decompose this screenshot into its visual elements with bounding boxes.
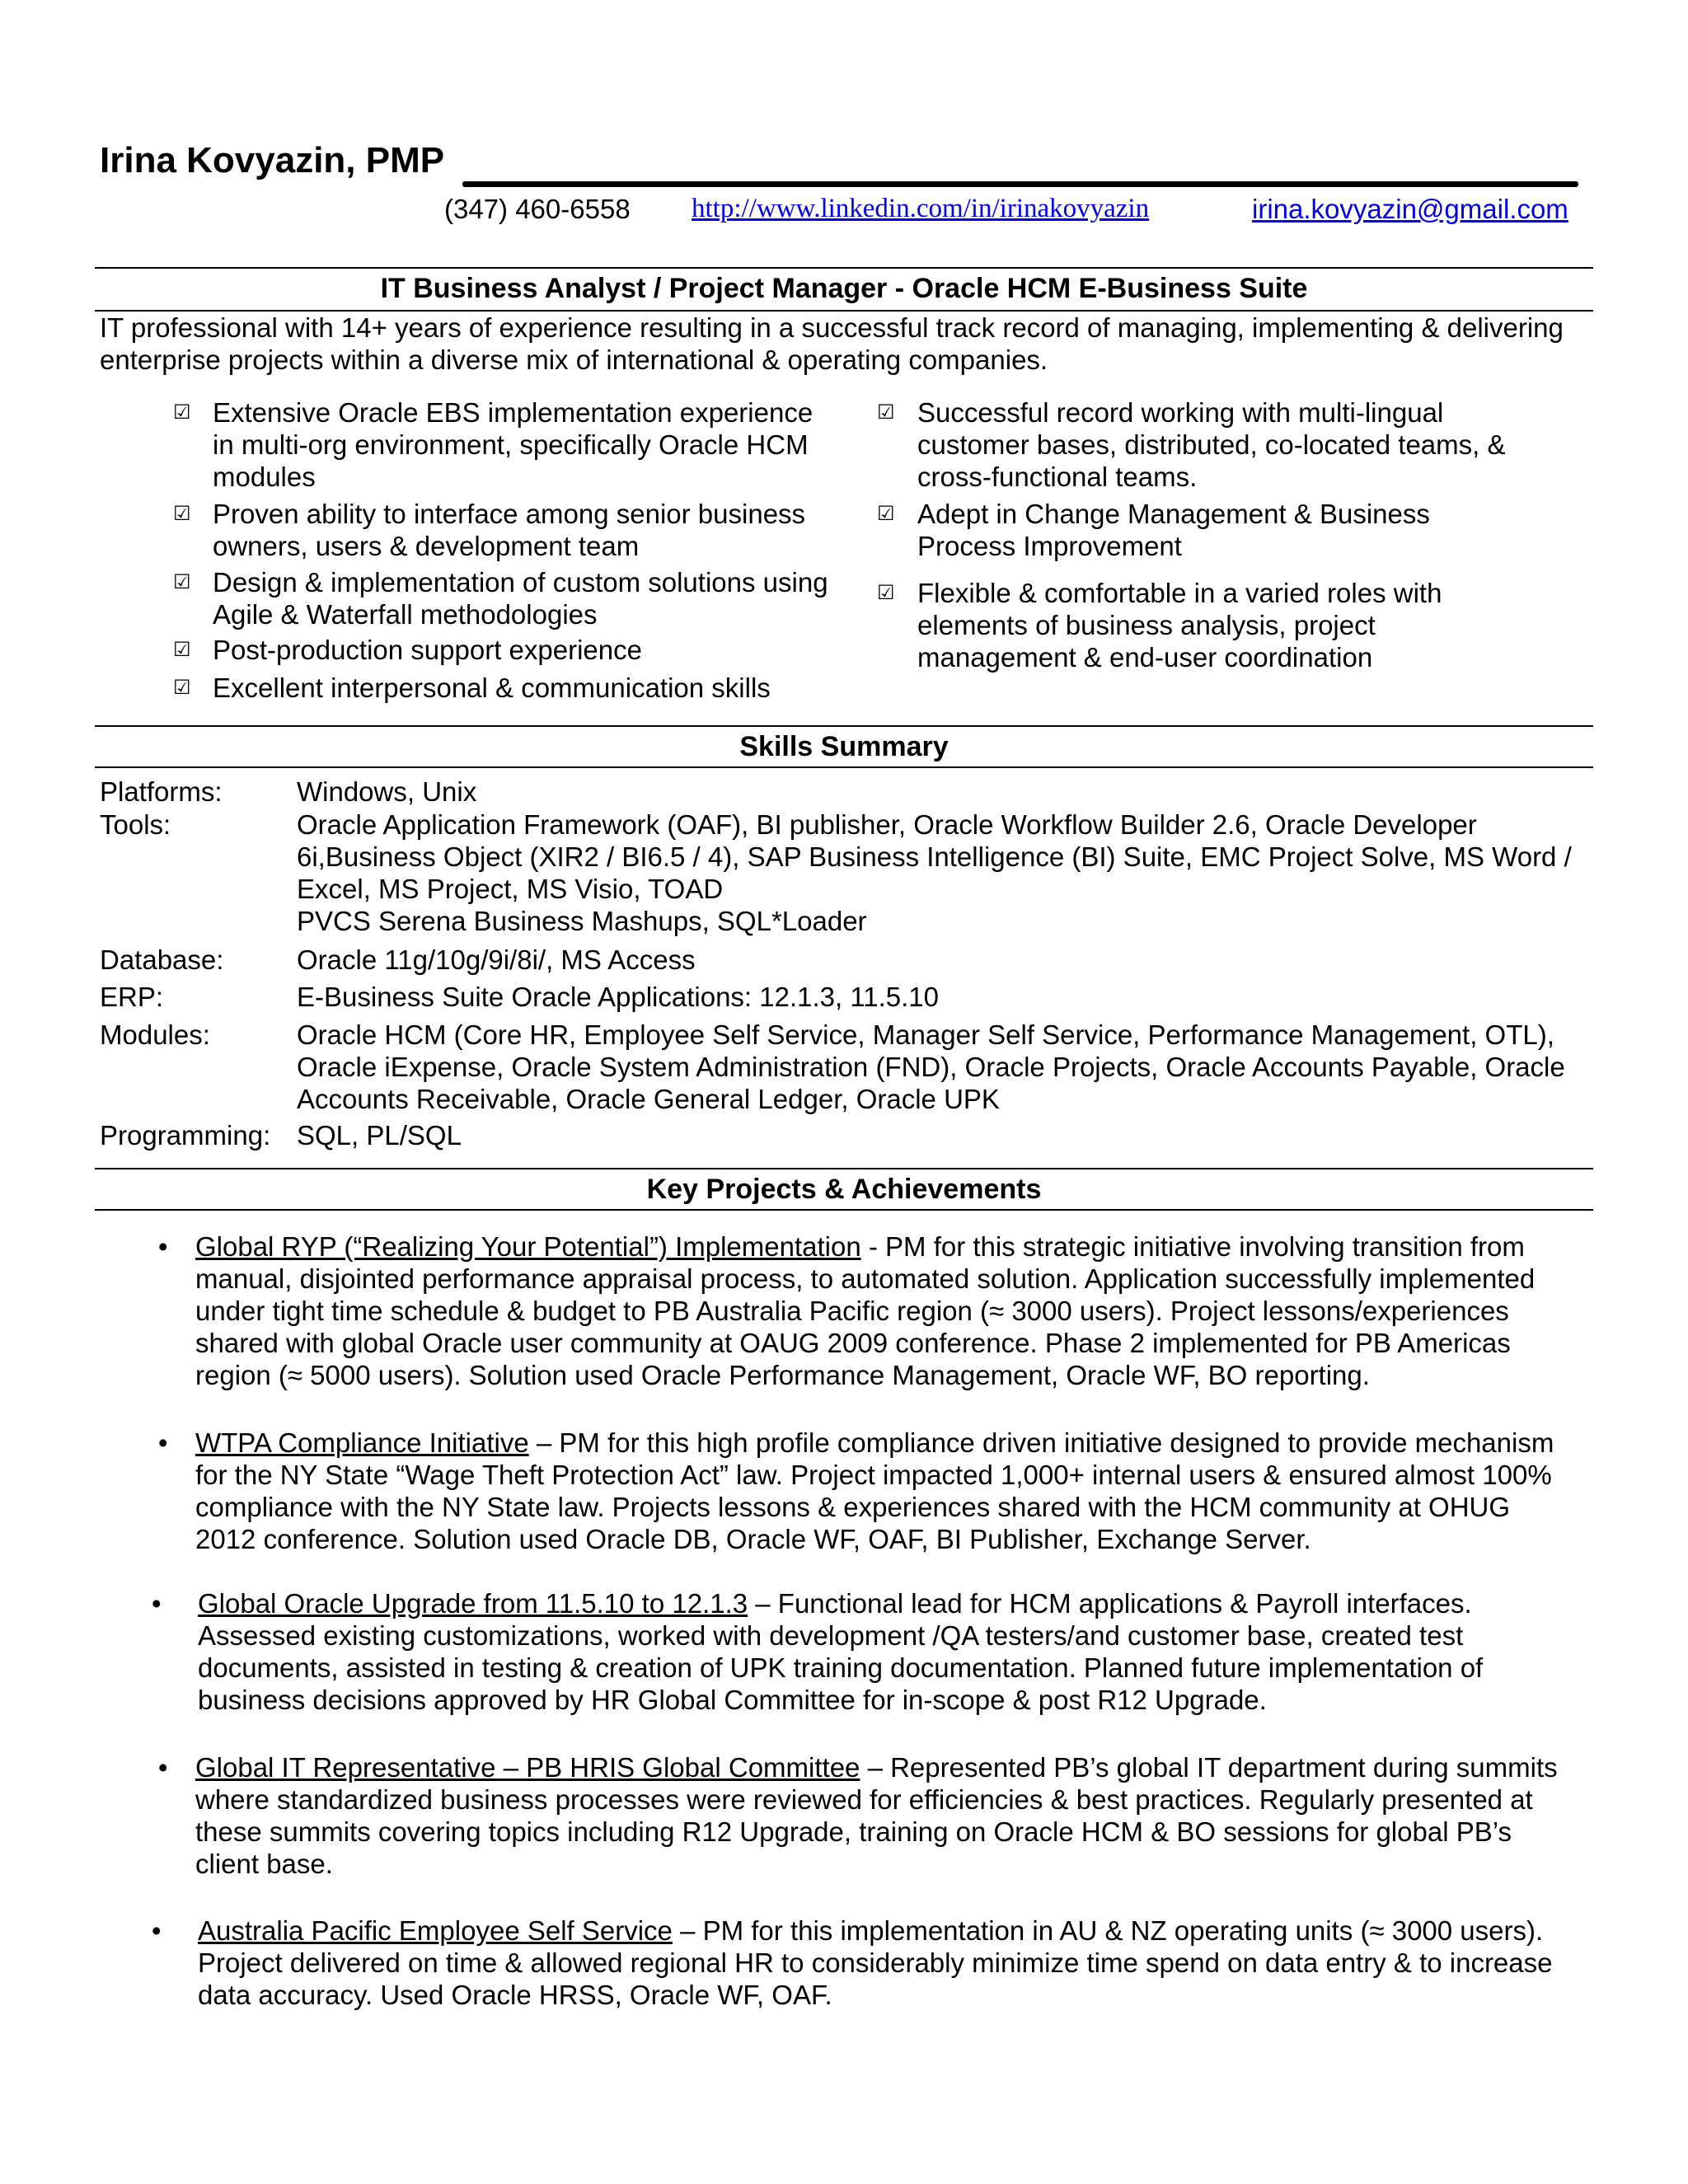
email-link[interactable]: irina.kovyazin@gmail.com — [1252, 194, 1568, 224]
bullet-icon: • — [158, 1231, 168, 1262]
project-line: these summits covering topics including R12 Upgrade, training on Oracle HCM & BO sessions for global PB’s — [195, 1816, 1512, 1847]
skill-line: Oracle Application Framework (OAF), BI publisher, Oracle Workflow Builder 2.6, Oracle Developer — [297, 809, 1477, 840]
project-first-line — [198, 1915, 1553, 1947]
bullet-icon: • — [152, 1588, 162, 1619]
highlight-line: Proven ability to interface among senior business — [213, 499, 806, 529]
project-first-line — [195, 1751, 1558, 1783]
highlight-item — [917, 498, 1430, 562]
highlight-line: management & end-user coordination — [917, 642, 1373, 673]
project-line: business decisions approved by HR Global Committee for in-scope & post R12 Upgrade. — [198, 1685, 1267, 1715]
skill-label: ERP: — [100, 982, 164, 1012]
phone: (347) 460-6558 — [444, 194, 631, 224]
highlight-item — [213, 672, 771, 704]
divider — [95, 267, 1593, 269]
divider — [95, 766, 1593, 768]
skill-value — [297, 1119, 462, 1151]
checkbox-checked-icon: ☑ — [877, 581, 895, 604]
highlight-line: Adept in Change Management & Business — [917, 499, 1430, 529]
project-item — [198, 1915, 1553, 2011]
projects-heading: Key Projects & Achievements — [646, 1174, 1042, 1205]
skill-line: Windows, Unix — [297, 776, 477, 807]
highlight-item — [213, 498, 805, 562]
summary-line: IT professional with 14+ years of experience resulting in a successful track record of managing, implementing & delivering — [100, 312, 1564, 343]
checkbox-checked-icon: ☑ — [877, 502, 895, 525]
skill-line: SQL, PL/SQL — [297, 1120, 462, 1151]
skill-label: Tools: — [100, 809, 171, 840]
skill-label: Programming: — [100, 1120, 271, 1151]
project-first-line — [195, 1230, 1535, 1263]
project-item — [198, 1587, 1483, 1716]
divider — [95, 1209, 1593, 1211]
skill-line: 6i,Business Object (XIR2 / BI6.5 / 4), SAP Business Intelligence (BI) Suite, EMC Project Solve, MS Word / — [297, 841, 1572, 872]
skill-label: Modules: — [100, 1019, 210, 1050]
skill-line: Oracle iExpense, Oracle System Administration (FND), Oracle Projects, Oracle Accounts Payable, Oracle — [297, 1052, 1565, 1082]
project-line: 2012 conference. Solution used Oracle DB, Oracle WF, OAF, BI Publisher, Exchange Server. — [195, 1524, 1311, 1554]
skill-value — [297, 1019, 1565, 1115]
project-first-line — [195, 1427, 1554, 1459]
project-item — [195, 1230, 1535, 1391]
highlight-line: Successful record working with multi-lingual — [917, 397, 1444, 428]
project-description: – Represented PB’s global IT department during summits — [860, 1752, 1558, 1783]
highlight-line: Post-production support experience — [213, 635, 642, 665]
highlight-line: customer bases, distributed, co-located teams, & — [917, 429, 1506, 460]
skill-value — [297, 944, 696, 976]
checkbox-checked-icon: ☑ — [173, 502, 191, 525]
project-line: compliance with the NY State law. Projects lessons & experiences shared with the HCM community at OHUG — [195, 1492, 1511, 1522]
project-title: WTPA Compliance Initiative — [195, 1427, 529, 1458]
highlight-item — [213, 566, 828, 630]
summary — [100, 312, 1564, 376]
skills-heading: Skills Summary — [739, 731, 949, 762]
highlight-line: owners, users & development team — [213, 531, 640, 561]
project-description: – Functional lead for HCM applications & Payroll interfaces. — [748, 1588, 1472, 1619]
skill-line: E-Business Suite Oracle Applications: 12.1.3, 11.5.10 — [297, 982, 940, 1012]
project-first-line — [198, 1587, 1483, 1619]
skill-line: Excel, MS Project, MS Visio, TOAD — [297, 874, 724, 904]
divider — [95, 725, 1593, 727]
professional-title: IT Business Analyst / Project Manager - Oracle HCM E-Business Suite — [380, 273, 1308, 304]
project-title: Global RYP (“Realizing Your Potential”) Implementation — [195, 1231, 861, 1262]
project-line: manual, disjointed performance appraisal process, to automated solution. Application successfully implemented — [195, 1263, 1536, 1294]
bullet-icon: • — [158, 1752, 168, 1783]
highlight-line: Agile & Waterfall methodologies — [213, 599, 598, 630]
project-title: Global IT Representative – PB HRIS Global Committee — [195, 1752, 860, 1783]
project-line: Project delivered on time & allowed regional HR to considerably minimize time spend on data entry & to increase — [198, 1947, 1553, 1978]
divider — [95, 1168, 1593, 1169]
project-line: documents, assisted in testing & creation of UPK training documentation. Planned future implementation of — [198, 1652, 1484, 1683]
checkbox-checked-icon: ☑ — [173, 401, 191, 424]
project-line: shared with global Oracle user community at OAUG 2009 conference. Phase 2 implemented for PB Americas — [195, 1328, 1511, 1358]
highlight-item — [213, 634, 642, 666]
header-divider — [462, 181, 1578, 187]
checkbox-checked-icon: ☑ — [173, 570, 191, 593]
project-description: – PM for this implementation in AU & NZ operating units (≈ 3000 users). — [672, 1915, 1544, 1946]
project-line: Assessed existing customizations, worked with development /QA testers/and customer base, created test — [198, 1620, 1464, 1651]
skill-line: PVCS Serena Business Mashups, SQL*Loader — [297, 906, 867, 936]
project-title: Australia Pacific Employee Self Service — [198, 1915, 673, 1946]
skill-value — [297, 808, 1572, 937]
project-item — [195, 1427, 1554, 1555]
checkbox-checked-icon: ☑ — [877, 401, 895, 424]
project-line: data accuracy. Used Oracle HRSS, Oracle WF, OAF. — [198, 1980, 832, 2010]
project-item — [195, 1751, 1558, 1880]
bullet-icon: • — [152, 1915, 162, 1946]
highlight-item — [917, 396, 1506, 493]
project-title: Global Oracle Upgrade from 11.5.10 to 12.1.3 — [198, 1588, 748, 1619]
project-line: client base. — [195, 1849, 333, 1879]
summary-line: enterprise projects within a diverse mix of international & operating companies. — [100, 344, 1048, 375]
highlight-line: Design & implementation of custom solutions using — [213, 567, 828, 598]
skill-line: Oracle HCM (Core HR, Employee Self Service, Manager Self Service, Performance Management, OTL), — [297, 1019, 1554, 1050]
skill-value — [297, 776, 476, 808]
checkbox-checked-icon: ☑ — [173, 638, 191, 661]
highlight-line: modules — [213, 462, 316, 492]
highlight-line: Excellent interpersonal & communication skills — [213, 673, 771, 703]
highlight-line: elements of business analysis, project — [917, 610, 1376, 640]
highlight-item — [213, 396, 813, 493]
highlight-line: Extensive Oracle EBS implementation experience — [213, 397, 814, 428]
project-description: – PM for this high profile compliance driven initiative designed to provide mechanism — [528, 1427, 1554, 1458]
highlight-line: Process Improvement — [917, 531, 1182, 561]
skill-value — [297, 981, 939, 1013]
linkedin-link[interactable]: http://www.linkedin.com/in/irinakovyazin — [692, 194, 1150, 223]
project-description: - PM for this strategic initiative involving transition from — [860, 1231, 1525, 1262]
highlight-line: in multi-org environment, specifically Oracle HCM — [213, 429, 809, 460]
skill-label: Platforms: — [100, 776, 223, 807]
skill-label: Database: — [100, 944, 224, 975]
bullet-icon: • — [158, 1427, 168, 1458]
highlight-line: cross-functional teams. — [917, 462, 1198, 492]
project-line: where standardized business processes were reviewed for efficiencies & best practices. Regularly presented at — [195, 1784, 1533, 1815]
highlight-line: Flexible & comfortable in a varied roles with — [917, 578, 1442, 608]
highlight-item — [917, 577, 1442, 673]
project-line: for the NY State “Wage Theft Protection Act” law. Project impacted 1,000+ internal users & ensured almost 100% — [195, 1460, 1552, 1490]
project-line: region (≈ 5000 users). Solution used Oracle Performance Management, Oracle WF, BO reporting. — [195, 1360, 1370, 1390]
skill-line: Accounts Receivable, Oracle General Ledger, Oracle UPK — [297, 1084, 1000, 1114]
checkbox-checked-icon: ☑ — [173, 676, 191, 699]
project-line: under tight time schedule & budget to PB Australia Pacific region (≈ 3000 users). Project lessons/experiences — [195, 1296, 1509, 1326]
skill-line: Oracle 11g/10g/9i/8i/, MS Access — [297, 944, 696, 975]
candidate-name: Irina Kovyazin, PMP — [100, 140, 445, 180]
